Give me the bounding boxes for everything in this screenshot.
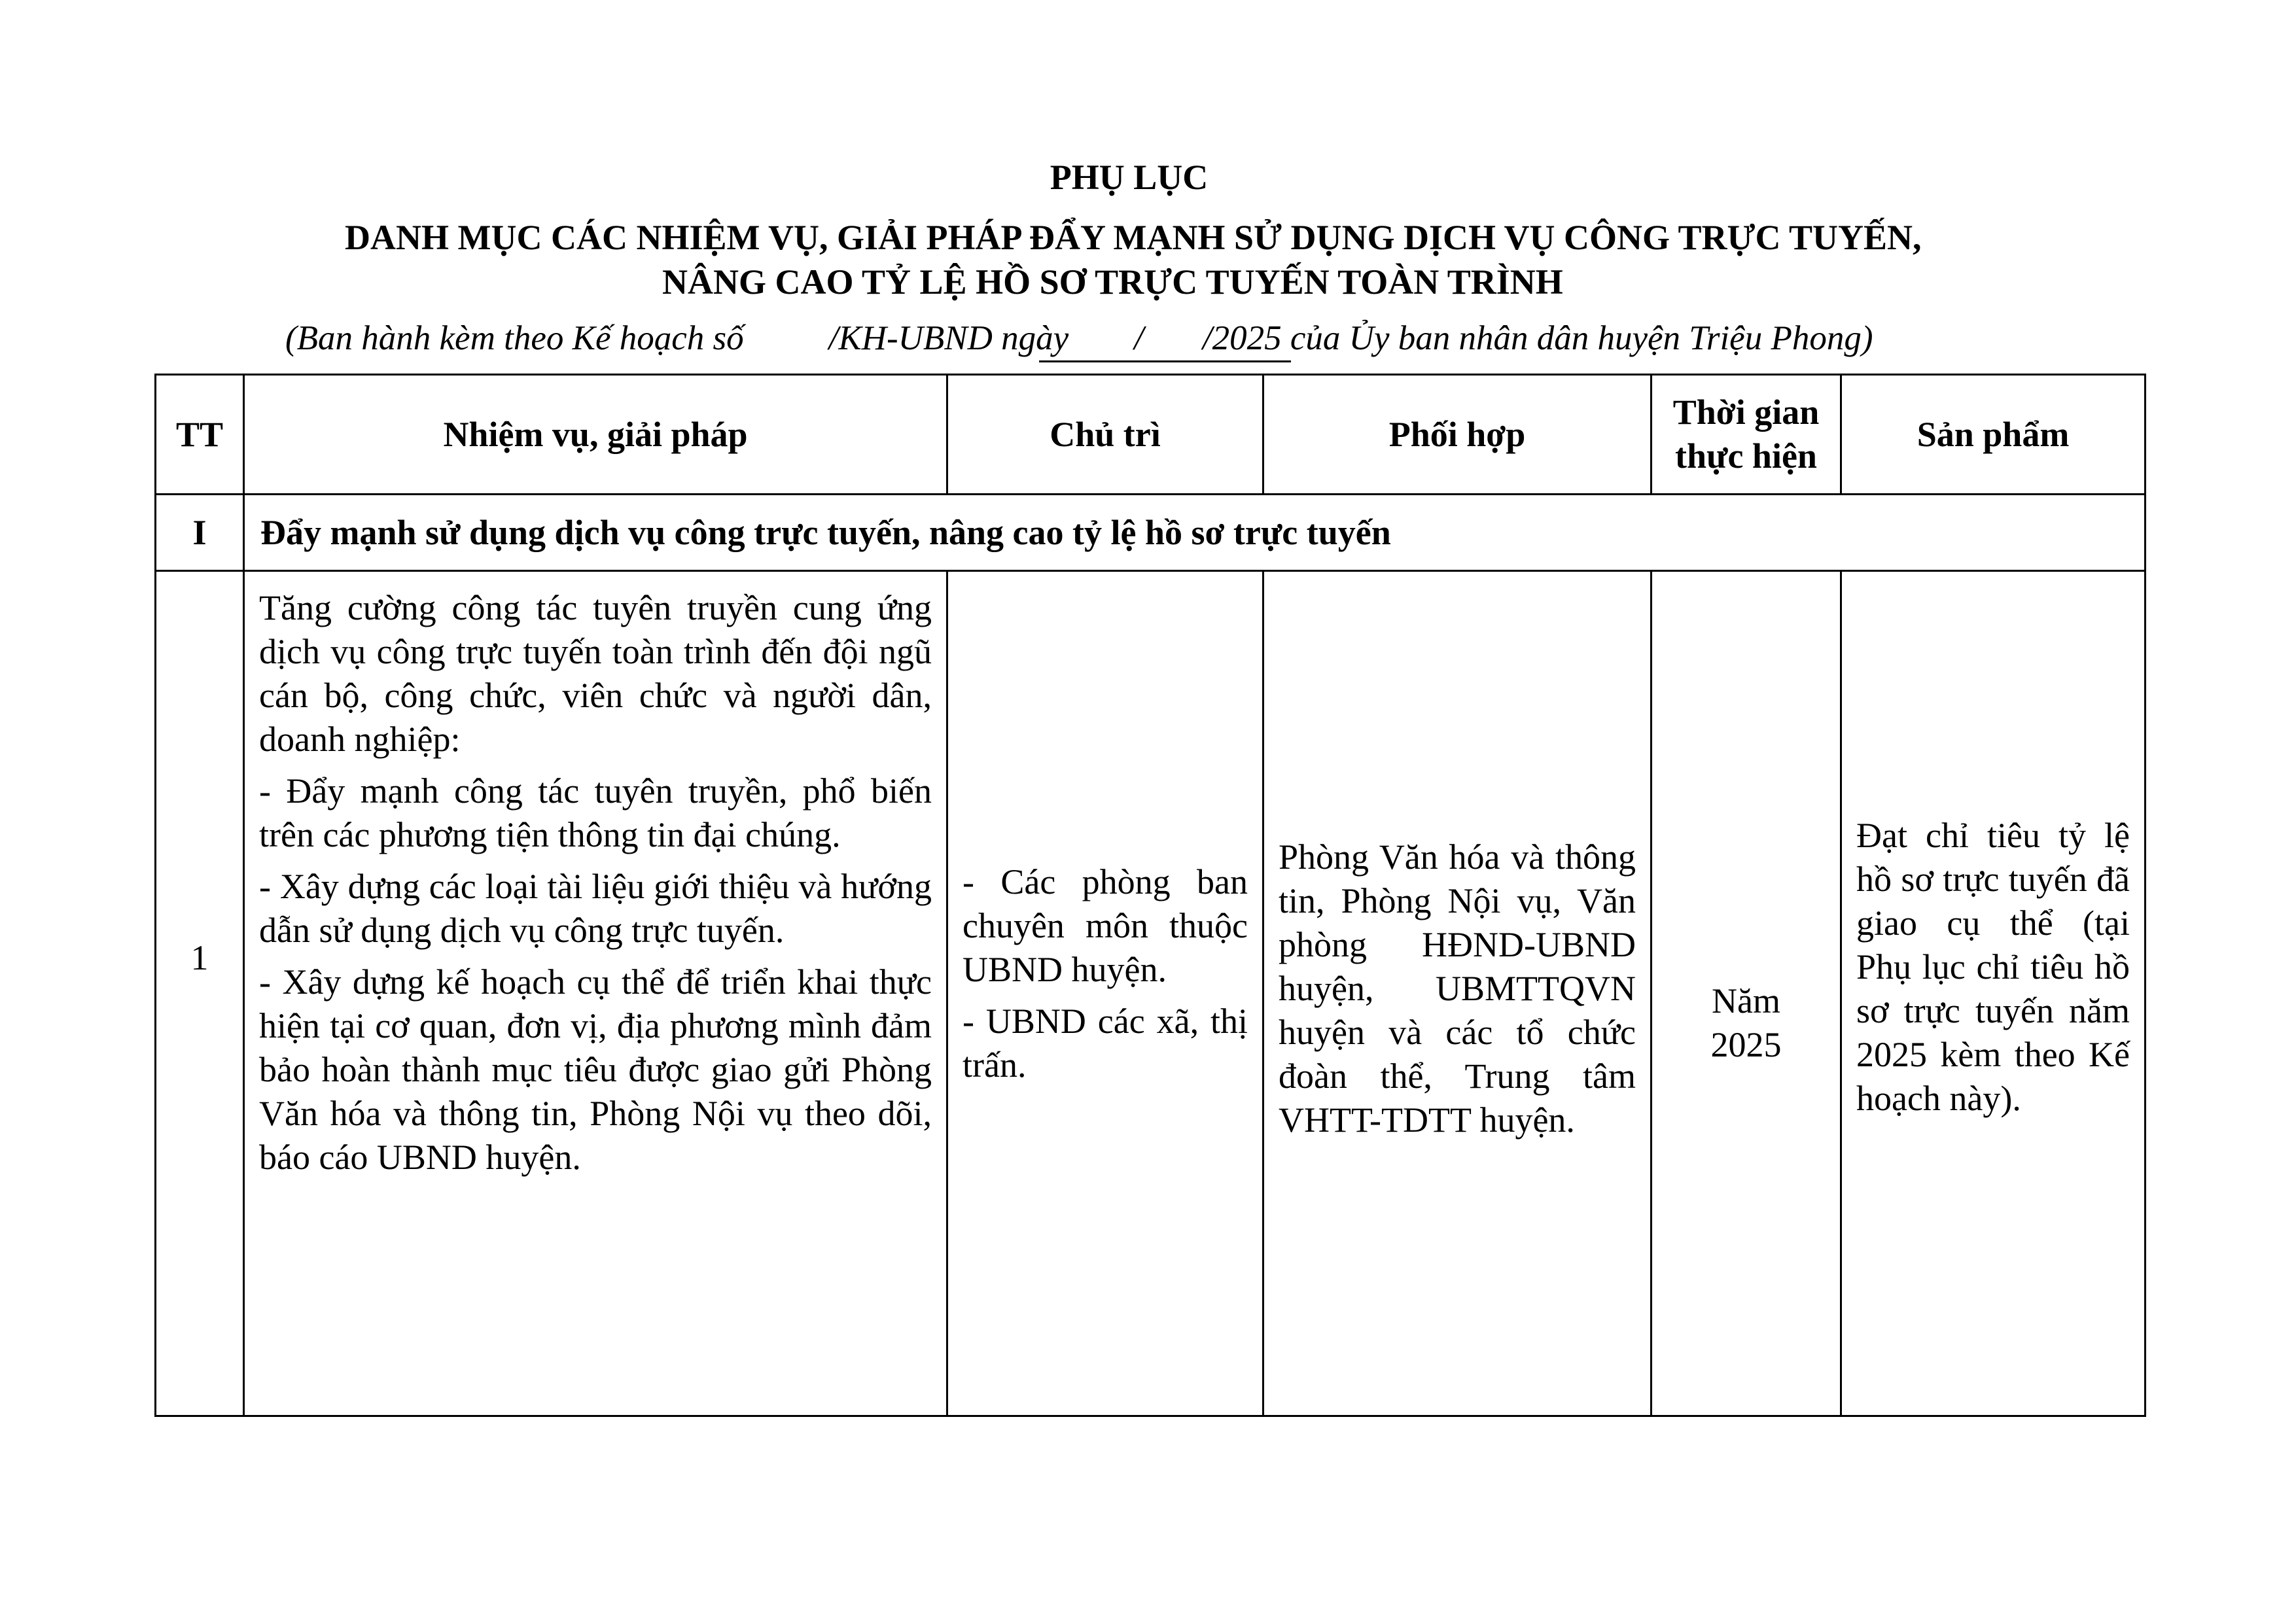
section-number: I: [156, 495, 244, 571]
task-paragraph: - Xây dựng kế hoạch cụ thể để triển khai thực hiện tại cơ quan, đơn vị, địa phương mình đảm bảo hoàn thành mục tiêu được giao gửi Phòng Văn hóa và thông tin, Phòng Nội vụ theo dõi, báo cáo UBND huyện.: [259, 962, 932, 1177]
product-text: Đạt chỉ tiêu tỷ lệ hồ sơ trực tuyến đã giao cụ thể (tại Phụ lục chỉ tiêu hồ sơ trực tuyến năm 2025 kèm theo Kế hoạch này).: [1856, 816, 2130, 1118]
document-subtitle: [285, 317, 1873, 360]
row-number: [156, 571, 244, 1416]
column-header-lead: Chủ trì: [947, 375, 1263, 495]
table-header-row: [156, 375, 2146, 495]
column-header-time-line1: Thời gian: [1672, 393, 1820, 432]
subtitle-part3: /: [1134, 319, 1144, 357]
time-content: [1652, 979, 1840, 1067]
subtitle-part4: /2025 của Ủy ban nhân dân huyện Triệu Phong): [1202, 319, 1873, 357]
column-header-task: Nhiệm vụ, giải pháp: [244, 375, 947, 495]
time-line2: 2025: [1710, 1024, 1782, 1064]
subtitle-part2: /KH-UBND ngày: [828, 319, 1069, 357]
task-table: [154, 374, 2146, 1417]
appendix-label: PHỤ LỤC: [1050, 158, 1209, 197]
section-title: Đẩy mạnh sử dụng dịch vụ công trực tuyến, nâng cao tỷ lệ hồ sơ trực tuyến: [244, 495, 2146, 571]
product-cell: [1841, 571, 2146, 1416]
document-title-line2: NÂNG CAO TỶ LỆ HỒ SƠ TRỰC TUYẾN TOÀN TRÌNH: [662, 262, 1563, 302]
task-cell: [244, 571, 947, 1416]
row-number-text: 1: [190, 937, 209, 977]
task-paragraph: Tăng cường công tác tuyên truyền cung ứng dịch vụ công trực tuyến toàn trình đến đội ngũ cán bộ, công chức, viên chức và người dân, doanh nghiệp:: [259, 588, 932, 759]
column-header-product: Sản phẩm: [1841, 375, 2146, 495]
coordinate-text: Phòng Văn hóa và thông tin, Phòng Nội vụ, Văn phòng HĐND-UBND huyện, UBMTTQVN huyện và các tổ chức đoàn thể, Trung tâm VHTT-TDTT huyện.: [1279, 837, 1636, 1140]
table-row: [156, 571, 2146, 1416]
lead-content: [963, 860, 1248, 1087]
document-title-line1: DANH MỤC CÁC NHIỆM VỤ, GIẢI PHÁP ĐẨY MẠNH SỬ DỤNG DỊCH VỤ CÔNG TRỰC TUYẾN,: [345, 218, 1922, 257]
lead-paragraph: - Các phòng ban chuyên môn thuộc UBND huyện.: [963, 862, 1248, 989]
time-line1: Năm: [1712, 981, 1780, 1021]
coordinate-cell: [1263, 571, 1651, 1416]
subtitle-underline: [1039, 360, 1291, 362]
column-header-time-line2: thực hiện: [1675, 436, 1817, 476]
section-row: [156, 495, 2146, 571]
lead-paragraph: - UBND các xã, thị trấn.: [963, 1002, 1248, 1085]
time-cell: [1651, 571, 1841, 1416]
column-header-tt: TT: [156, 375, 244, 495]
column-header-coordinate: Phối hợp: [1263, 375, 1651, 495]
task-paragraph: - Xây dựng các loại tài liệu giới thiệu và hướng dẫn sử dụng dịch vụ công trực tuyến.: [259, 867, 932, 950]
subtitle-part1: (Ban hành kèm theo Kế hoạch số: [285, 319, 744, 357]
lead-cell: [947, 571, 1263, 1416]
column-header-time: [1651, 375, 1841, 495]
task-paragraph: - Đẩy mạnh công tác tuyên truyền, phổ biến trên các phương tiện thông tin đại chúng.: [259, 771, 932, 854]
